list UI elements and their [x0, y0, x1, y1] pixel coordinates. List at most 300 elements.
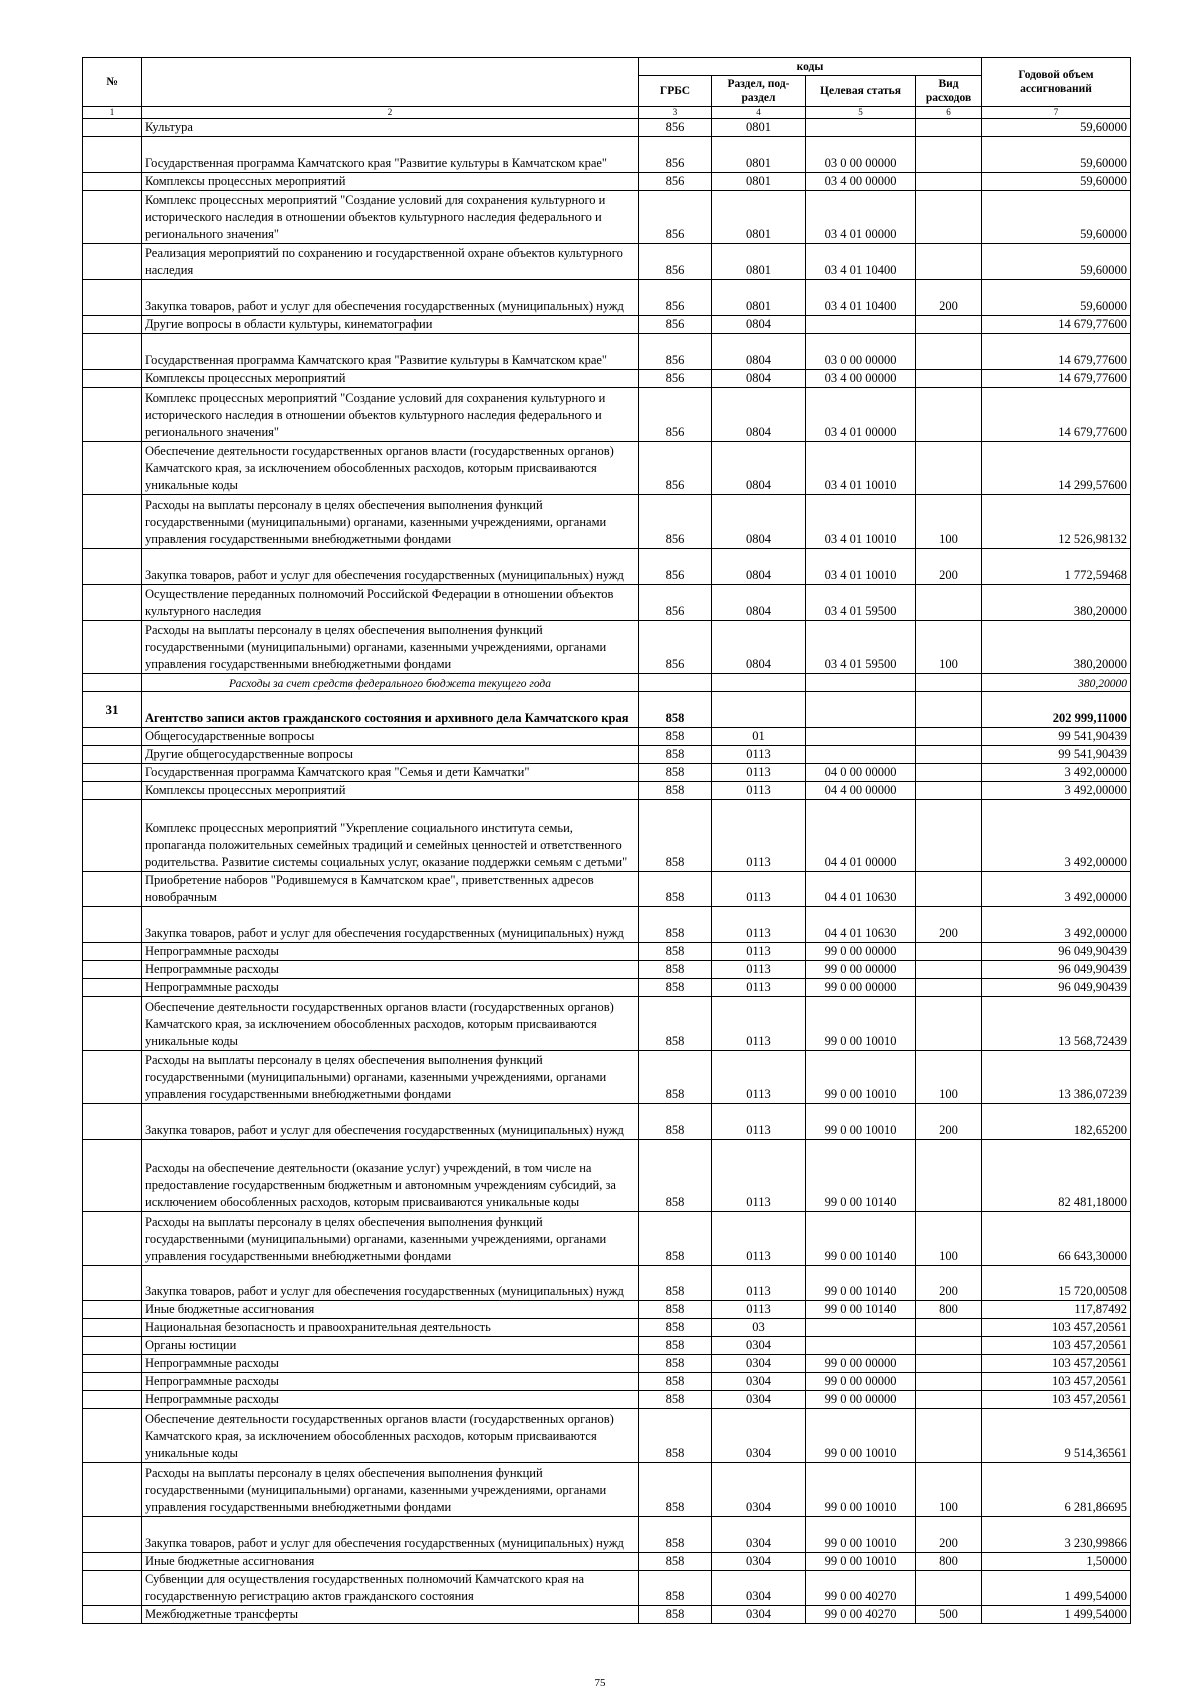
cell-num — [83, 280, 142, 316]
cell-amount: 59,60000 — [982, 119, 1131, 137]
cell-amount: 14 679,77600 — [982, 369, 1131, 387]
table-row — [83, 1211, 1131, 1265]
cell-target-article: 99 0 00 00000 — [806, 1373, 916, 1391]
cell-razdel: 0304 — [712, 1606, 806, 1624]
cell-expense-type — [916, 1570, 982, 1606]
cell-num — [83, 997, 142, 1051]
cell-grbs: 858 — [639, 1391, 712, 1409]
header-codes: коды — [639, 58, 982, 76]
colnum-3: 3 — [639, 107, 712, 119]
cell-razdel: 0801 — [712, 190, 806, 244]
cell-num — [83, 979, 142, 997]
cell-expense-type — [916, 1391, 982, 1409]
cell-num — [83, 119, 142, 137]
cell-amount: 59,60000 — [982, 244, 1131, 280]
cell-num — [83, 1373, 142, 1391]
cell-expense-type: 100 — [916, 620, 982, 674]
cell-razdel: 0304 — [712, 1552, 806, 1570]
cell-name: Расходы на выплаты персоналу в целях обеспечения выполнения функций государственными (муниципальными) органами, казенными учреждениями, органами управления государственными внебюджетными фондами — [142, 1050, 639, 1104]
cell-target-article: 99 0 00 10140 — [806, 1265, 916, 1301]
cell-target-article: 03 0 00 00000 — [806, 334, 916, 370]
cell-razdel: 0804 — [712, 584, 806, 620]
cell-target-article: 03 4 01 10010 — [806, 495, 916, 549]
cell-name: Закупка товаров, работ и услуг для обеспечения государственных (муниципальных) нужд — [142, 280, 639, 316]
cell-name: Закупка товаров, работ и услуг для обеспечения государственных (муниципальных) нужд — [142, 1516, 639, 1552]
cell-razdel: 0113 — [712, 1140, 806, 1212]
cell-grbs: 856 — [639, 495, 712, 549]
cell-name: Комплекс процессных мероприятий "Создание условий для сохранения культурного и исторического наследия в отношении объектов культурного наследия федерального и регионального значения" — [142, 190, 639, 244]
cell-name: Непрограммные расходы — [142, 979, 639, 997]
cell-grbs: 856 — [639, 387, 712, 441]
cell-name: Непрограммные расходы — [142, 1391, 639, 1409]
colnum-6: 6 — [916, 107, 982, 119]
cell-grbs: 858 — [639, 907, 712, 943]
cell-target-article: 99 0 00 10010 — [806, 1516, 916, 1552]
cell-name: Агентство записи актов гражданского состояния и архивного дела Камчатского края — [142, 692, 639, 728]
cell-target-article — [806, 692, 916, 728]
cell-razdel: 0304 — [712, 1373, 806, 1391]
cell-num — [83, 727, 142, 745]
cell-amount: 103 457,20561 — [982, 1355, 1131, 1373]
cell-expense-type — [916, 1337, 982, 1355]
cell-name: Непрограммные расходы — [142, 1355, 639, 1373]
cell-expense-type — [916, 172, 982, 190]
cell-amount: 3 230,99866 — [982, 1516, 1131, 1552]
cell-expense-type: 200 — [916, 1516, 982, 1552]
table-row — [83, 781, 1131, 799]
colnum-1: 1 — [83, 107, 142, 119]
cell-num — [83, 745, 142, 763]
table-row — [83, 997, 1131, 1051]
cell-expense-type: 100 — [916, 1463, 982, 1517]
cell-amount: 202 999,11000 — [982, 692, 1131, 728]
cell-razdel: 0304 — [712, 1391, 806, 1409]
cell-expense-type: 100 — [916, 495, 982, 549]
cell-expense-type: 200 — [916, 1265, 982, 1301]
cell-amount: 12 526,98132 — [982, 495, 1131, 549]
cell-razdel: 0801 — [712, 137, 806, 173]
cell-num — [83, 441, 142, 495]
cell-amount: 3 492,00000 — [982, 763, 1131, 781]
cell-num — [83, 961, 142, 979]
cell-num — [83, 334, 142, 370]
cell-target-article: 04 0 00 00000 — [806, 763, 916, 781]
cell-grbs: 856 — [639, 172, 712, 190]
table-row — [83, 495, 1131, 549]
cell-razdel: 0801 — [712, 172, 806, 190]
cell-razdel: 0304 — [712, 1516, 806, 1552]
cell-expense-type — [916, 1409, 982, 1463]
cell-grbs: 858 — [639, 692, 712, 728]
cell-expense-type — [916, 190, 982, 244]
cell-razdel: 0113 — [712, 979, 806, 997]
cell-target-article — [806, 745, 916, 763]
cell-target-article: 99 0 00 10010 — [806, 1409, 916, 1463]
cell-target-article: 99 0 00 10010 — [806, 1050, 916, 1104]
cell-amount: 1 772,59468 — [982, 548, 1131, 584]
table-row — [83, 334, 1131, 370]
cell-num — [83, 244, 142, 280]
cell-expense-type — [916, 334, 982, 370]
cell-num — [83, 137, 142, 173]
cell-expense-type — [916, 997, 982, 1051]
cell-grbs: 858 — [639, 781, 712, 799]
cell-amount: 117,87492 — [982, 1301, 1131, 1319]
cell-num — [83, 1463, 142, 1517]
cell-grbs: 856 — [639, 334, 712, 370]
table-row — [83, 1463, 1131, 1517]
cell-expense-type — [916, 119, 982, 137]
table-row — [83, 943, 1131, 961]
cell-grbs: 858 — [639, 1104, 712, 1140]
cell-razdel: 0113 — [712, 781, 806, 799]
cell-name: Национальная безопасность и правоохранительная деятельность — [142, 1319, 639, 1337]
cell-razdel: 0113 — [712, 871, 806, 907]
cell-expense-type: 800 — [916, 1301, 982, 1319]
cell-num — [83, 172, 142, 190]
cell-name: Государственная программа Камчатского края "Развитие культуры в Камчатском крае" — [142, 137, 639, 173]
table-row — [83, 1391, 1131, 1409]
cell-name: Общегосударственные вопросы — [142, 727, 639, 745]
cell-grbs: 858 — [639, 727, 712, 745]
cell-razdel: 0304 — [712, 1570, 806, 1606]
cell-num — [83, 495, 142, 549]
table-row — [83, 1265, 1131, 1301]
table-row — [83, 119, 1131, 137]
cell-expense-type: 100 — [916, 1050, 982, 1104]
header-grbs: ГРБС — [639, 76, 712, 107]
cell-razdel: 0804 — [712, 620, 806, 674]
table-row — [83, 727, 1131, 745]
cell-name: Государственная программа Камчатского края "Развитие культуры в Камчатском крае" — [142, 334, 639, 370]
cell-target-article: 99 0 00 40270 — [806, 1606, 916, 1624]
cell-target-article: 04 4 00 00000 — [806, 781, 916, 799]
cell-name: Комплексы процессных мероприятий — [142, 369, 639, 387]
cell-num — [83, 387, 142, 441]
cell-razdel: 0304 — [712, 1337, 806, 1355]
cell-target-article: 99 0 00 00000 — [806, 943, 916, 961]
cell-name: Непрограммные расходы — [142, 943, 639, 961]
cell-num — [83, 871, 142, 907]
cell-expense-type — [916, 871, 982, 907]
cell-amount: 6 281,86695 — [982, 1463, 1131, 1517]
cell-razdel — [712, 692, 806, 728]
cell-name: Межбюджетные трансферты — [142, 1606, 639, 1624]
cell-grbs: 858 — [639, 1319, 712, 1337]
cell-razdel: 0804 — [712, 495, 806, 549]
table-row — [83, 1355, 1131, 1373]
cell-num — [83, 781, 142, 799]
cell-target-article: 03 0 00 00000 — [806, 137, 916, 173]
cell-expense-type — [916, 1373, 982, 1391]
header-razdel: Раздел, под-раздел — [712, 76, 806, 107]
cell-grbs: 856 — [639, 190, 712, 244]
cell-target-article: 99 0 00 00000 — [806, 1391, 916, 1409]
cell-razdel: 0304 — [712, 1463, 806, 1517]
cell-grbs: 856 — [639, 369, 712, 387]
table-row — [83, 137, 1131, 173]
cell-name: Расходы на выплаты персоналу в целях обеспечения выполнения функций государственными (муниципальными) органами, казенными учреждениями, органами управления государственными внебюджетными фондами — [142, 1463, 639, 1517]
table-row — [83, 244, 1131, 280]
cell-expense-type — [916, 244, 982, 280]
cell-target-article: 99 0 00 10010 — [806, 1104, 916, 1140]
cell-name: Непрограммные расходы — [142, 961, 639, 979]
cell-amount: 103 457,20561 — [982, 1319, 1131, 1337]
cell-grbs: 858 — [639, 1373, 712, 1391]
cell-razdel: 01 — [712, 727, 806, 745]
cell-razdel: 0304 — [712, 1355, 806, 1373]
cell-num — [83, 1516, 142, 1552]
cell-target-article: 99 0 00 10010 — [806, 1463, 916, 1517]
cell-amount: 9 514,36561 — [982, 1409, 1131, 1463]
cell-amount: 96 049,90439 — [982, 979, 1131, 997]
cell-razdel: 0113 — [712, 1050, 806, 1104]
cell-expense-type — [916, 1140, 982, 1212]
cell-num — [83, 1050, 142, 1104]
cell-amount: 14 299,57600 — [982, 441, 1131, 495]
table-row — [83, 548, 1131, 584]
cell-num — [83, 1409, 142, 1463]
cell-target-article: 03 4 01 10010 — [806, 548, 916, 584]
cell-razdel: 0113 — [712, 1211, 806, 1265]
budget-table-page — [82, 57, 1130, 1624]
cell-amount: 59,60000 — [982, 280, 1131, 316]
cell-target-article: 03 4 01 10400 — [806, 280, 916, 316]
cell-amount: 103 457,20561 — [982, 1337, 1131, 1355]
table-row — [83, 1516, 1131, 1552]
cell-razdel: 0113 — [712, 907, 806, 943]
cell-grbs: 858 — [639, 1140, 712, 1212]
cell-expense-type — [916, 692, 982, 728]
cell-razdel: 0113 — [712, 799, 806, 871]
cell-expense-type: 100 — [916, 1211, 982, 1265]
cell-razdel: 0804 — [712, 441, 806, 495]
cell-amount: 3 492,00000 — [982, 907, 1131, 943]
cell-num — [83, 1301, 142, 1319]
table-row — [83, 620, 1131, 674]
cell-razdel: 0113 — [712, 745, 806, 763]
cell-target-article: 03 4 01 10400 — [806, 244, 916, 280]
cell-num — [83, 1104, 142, 1140]
cell-num — [83, 1570, 142, 1606]
cell-razdel: 0113 — [712, 1104, 806, 1140]
table-row — [83, 1606, 1131, 1624]
cell-name: Реализация мероприятий по сохранению и государственной охране объектов культурного наследия — [142, 244, 639, 280]
colnum-7: 7 — [982, 107, 1131, 119]
cell-razdel: 0801 — [712, 119, 806, 137]
cell-razdel: 0804 — [712, 316, 806, 334]
cell-num — [83, 1391, 142, 1409]
cell-expense-type: 500 — [916, 1606, 982, 1624]
colnum-2: 2 — [142, 107, 639, 119]
table-row — [83, 1319, 1131, 1337]
colnum-5: 5 — [806, 107, 916, 119]
cell-target-article: 99 0 00 10010 — [806, 997, 916, 1051]
cell-num — [83, 620, 142, 674]
cell-grbs: 856 — [639, 441, 712, 495]
cell-name: Обеспечение деятельности государственных органов власти (государственных органов) Камчатского края, за исключением обособленных расходов, которым присваиваются уникальные коды — [142, 997, 639, 1051]
cell-grbs: 858 — [639, 1463, 712, 1517]
cell-grbs: 856 — [639, 548, 712, 584]
cell-amount: 99 541,90439 — [982, 727, 1131, 745]
cell-amount: 1 499,54000 — [982, 1570, 1131, 1606]
cell-num — [83, 943, 142, 961]
cell-name: Комплекс процессных мероприятий "Укрепление социального института семьи, пропаганда положительных семейных традиций и семейных ценностей и ответственного родительства. Развитие системы социальных услуг, оказание поддержки семьям с детьми" — [142, 799, 639, 871]
cell-grbs: 858 — [639, 763, 712, 781]
cell-grbs: 858 — [639, 1337, 712, 1355]
cell-razdel: 0304 — [712, 1409, 806, 1463]
cell-expense-type — [916, 674, 982, 692]
cell-num — [83, 674, 142, 692]
cell-target-article: 03 4 00 00000 — [806, 172, 916, 190]
table-row — [83, 692, 1131, 728]
table-row — [83, 961, 1131, 979]
cell-num — [83, 763, 142, 781]
cell-target-article: 03 4 01 10010 — [806, 441, 916, 495]
cell-target-article: 99 0 00 00000 — [806, 961, 916, 979]
cell-amount: 3 492,00000 — [982, 799, 1131, 871]
cell-amount: 1 499,54000 — [982, 1606, 1131, 1624]
budget-table — [82, 57, 1131, 1624]
cell-razdel: 0113 — [712, 943, 806, 961]
cell-name: Осуществление переданных полномочий Российской Федерации в отношении объектов культурного наследия — [142, 584, 639, 620]
cell-num — [83, 1319, 142, 1337]
cell-name: Расходы на выплаты персоналу в целях обеспечения выполнения функций государственными (муниципальными) органами, казенными учреждениями, органами управления государственными внебюджетными фондами — [142, 620, 639, 674]
cell-grbs: 858 — [639, 943, 712, 961]
cell-name: Другие вопросы в области культуры, кинематографии — [142, 316, 639, 334]
cell-razdel: 0801 — [712, 280, 806, 316]
cell-expense-type — [916, 369, 982, 387]
cell-amount: 14 679,77600 — [982, 334, 1131, 370]
cell-num — [83, 548, 142, 584]
cell-razdel: 0113 — [712, 1265, 806, 1301]
cell-target-article — [806, 727, 916, 745]
header-name — [142, 58, 639, 107]
cell-grbs: 858 — [639, 1050, 712, 1104]
cell-expense-type — [916, 943, 982, 961]
table-row — [83, 1337, 1131, 1355]
cell-amount: 96 049,90439 — [982, 943, 1131, 961]
cell-target-article: 99 0 00 10010 — [806, 1552, 916, 1570]
cell-target-article: 04 4 01 10630 — [806, 907, 916, 943]
cell-name: Расходы на выплаты персоналу в целях обеспечения выполнения функций государственными (муниципальными) органами, казенными учреждениями, органами управления государственными внебюджетными фондами — [142, 495, 639, 549]
cell-expense-type — [916, 961, 982, 979]
cell-name: Приобретение наборов "Родившемуся в Камчатском крае", приветственных адресов новобрачным — [142, 871, 639, 907]
cell-name: Другие общегосударственные вопросы — [142, 745, 639, 763]
cell-expense-type — [916, 979, 982, 997]
cell-grbs: 858 — [639, 871, 712, 907]
cell-num — [83, 1140, 142, 1212]
table-row — [83, 1301, 1131, 1319]
cell-razdel: 0804 — [712, 334, 806, 370]
cell-grbs: 856 — [639, 584, 712, 620]
cell-num — [83, 1606, 142, 1624]
cell-num — [83, 1355, 142, 1373]
cell-amount: 13 386,07239 — [982, 1050, 1131, 1104]
cell-amount: 99 541,90439 — [982, 745, 1131, 763]
table-row — [83, 280, 1131, 316]
cell-amount: 14 679,77600 — [982, 316, 1131, 334]
cell-grbs: 858 — [639, 1570, 712, 1606]
cell-amount: 66 643,30000 — [982, 1211, 1131, 1265]
cell-target-article: 99 0 00 10140 — [806, 1140, 916, 1212]
table-row — [83, 1104, 1131, 1140]
cell-num — [83, 316, 142, 334]
cell-expense-type — [916, 781, 982, 799]
cell-expense-type — [916, 387, 982, 441]
cell-expense-type: 200 — [916, 907, 982, 943]
cell-grbs: 858 — [639, 1355, 712, 1373]
cell-expense-type — [916, 727, 982, 745]
cell-target-article: 99 0 00 40270 — [806, 1570, 916, 1606]
cell-amount: 96 049,90439 — [982, 961, 1131, 979]
cell-target-article: 99 0 00 00000 — [806, 979, 916, 997]
cell-grbs — [639, 674, 712, 692]
cell-name: Комплекс процессных мероприятий "Создание условий для сохранения культурного и исторического наследия в отношении объектов культурного наследия федерального и регионального значения" — [142, 387, 639, 441]
cell-razdel: 0804 — [712, 387, 806, 441]
cell-razdel: 0113 — [712, 997, 806, 1051]
cell-grbs: 858 — [639, 799, 712, 871]
table-row — [83, 584, 1131, 620]
cell-amount: 59,60000 — [982, 190, 1131, 244]
cell-target-article — [806, 1319, 916, 1337]
cell-grbs: 858 — [639, 961, 712, 979]
cell-name: Закупка товаров, работ и услуг для обеспечения государственных (муниципальных) нужд — [142, 1104, 639, 1140]
table-row — [83, 1409, 1131, 1463]
cell-grbs: 858 — [639, 997, 712, 1051]
cell-grbs: 858 — [639, 979, 712, 997]
cell-razdel: 0804 — [712, 369, 806, 387]
cell-expense-type — [916, 584, 982, 620]
page-number: 75 — [594, 1677, 606, 1689]
cell-target-article — [806, 1337, 916, 1355]
cell-num — [83, 907, 142, 943]
cell-amount: 82 481,18000 — [982, 1140, 1131, 1212]
cell-name: Закупка товаров, работ и услуг для обеспечения государственных (муниципальных) нужд — [142, 1265, 639, 1301]
cell-amount: 15 720,00508 — [982, 1265, 1131, 1301]
cell-razdel — [712, 674, 806, 692]
cell-grbs: 856 — [639, 119, 712, 137]
cell-razdel: 0804 — [712, 548, 806, 584]
cell-grbs: 858 — [639, 1301, 712, 1319]
cell-name: Комплексы процессных мероприятий — [142, 172, 639, 190]
cell-grbs: 858 — [639, 1606, 712, 1624]
table-row — [83, 979, 1131, 997]
cell-num — [83, 1265, 142, 1301]
cell-name: Закупка товаров, работ и услуг для обеспечения государственных (муниципальных) нужд — [142, 907, 639, 943]
cell-name: Обеспечение деятельности государственных органов власти (государственных органов) Камчатского края, за исключением обособленных расходов, которым присваиваются уникальные коды — [142, 441, 639, 495]
cell-num — [83, 584, 142, 620]
cell-name: Иные бюджетные ассигнования — [142, 1552, 639, 1570]
cell-razdel: 0113 — [712, 961, 806, 979]
cell-target-article: 99 0 00 00000 — [806, 1355, 916, 1373]
cell-amount: 59,60000 — [982, 172, 1131, 190]
cell-expense-type: 200 — [916, 548, 982, 584]
cell-razdel: 0113 — [712, 1301, 806, 1319]
table-row — [83, 172, 1131, 190]
cell-amount: 182,65200 — [982, 1104, 1131, 1140]
cell-name: Государственная программа Камчатского края "Семья и дети Камчатки" — [142, 763, 639, 781]
cell-expense-type — [916, 137, 982, 173]
cell-target-article — [806, 316, 916, 334]
table-row — [83, 1373, 1131, 1391]
cell-expense-type — [916, 1355, 982, 1373]
cell-amount: 13 568,72439 — [982, 997, 1131, 1051]
cell-num — [83, 1552, 142, 1570]
cell-target-article: 03 4 00 00000 — [806, 369, 916, 387]
cell-name: Субвенции для осуществления государственных полномочий Камчатского края на государственную регистрацию актов гражданского состояния — [142, 1570, 639, 1606]
cell-grbs: 856 — [639, 137, 712, 173]
